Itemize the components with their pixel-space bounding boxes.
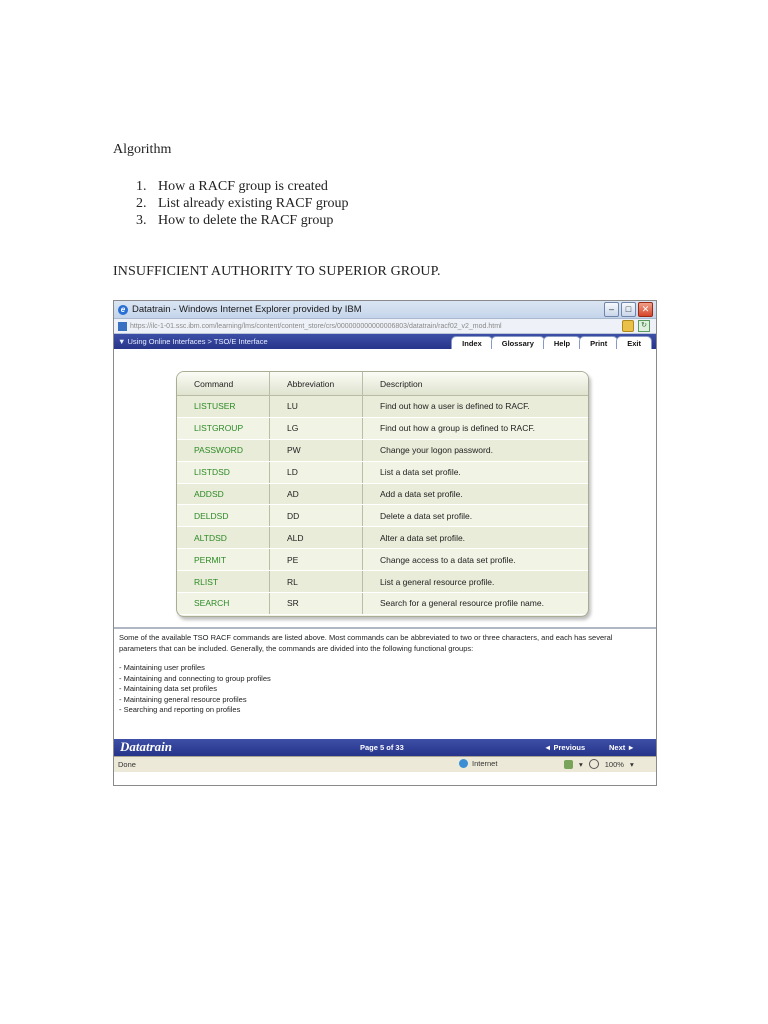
abbreviation-cell: LG	[270, 418, 363, 439]
command-cell: RLIST	[177, 571, 270, 592]
table-row	[177, 505, 588, 527]
browser-screenshot	[113, 300, 657, 786]
table-row	[177, 484, 588, 506]
tab-exit[interactable]: Exit	[616, 336, 652, 349]
abbreviation-cell: PE	[270, 549, 363, 570]
datatrain-logo: Datatrain	[120, 739, 173, 754]
command-cell: PASSWORD	[177, 440, 270, 461]
table-row	[177, 418, 588, 440]
dropdown-arrow-icon[interactable]: ▾	[579, 759, 583, 769]
refresh-icon[interactable]: ↻	[638, 320, 650, 332]
list-item: - Maintaining user profiles	[119, 663, 205, 672]
address-bar[interactable]	[114, 319, 656, 334]
close-icon[interactable]: ✕	[638, 302, 653, 317]
list-item: - Maintaining and connecting to group profiles	[119, 673, 271, 683]
tab-index[interactable]: Index	[451, 336, 493, 349]
status-text: Done	[118, 760, 136, 769]
list-item: 3. How to delete the RACF group	[136, 213, 334, 228]
abbreviation-cell: LD	[270, 462, 363, 483]
window-titlebar	[114, 301, 656, 319]
globe-icon	[459, 759, 468, 768]
window-title: Datatrain - Windows Internet Explorer provided by IBM	[132, 304, 362, 315]
abbreviation-cell: PW	[270, 440, 363, 461]
description-cell: Delete a data set profile.	[380, 510, 473, 521]
description-cell: Find out how a user is defined to RACF.	[380, 401, 530, 412]
page-icon	[118, 322, 127, 331]
zoom-level[interactable]: 100%	[604, 759, 624, 769]
list-item: - Searching and reporting on profiles	[119, 705, 241, 714]
list-item: - Maintaining data set profiles	[119, 684, 217, 693]
intro-text: Some of the available TSO RACF commands are listed above. Most commands can be abbreviated to two or three characters, and each has several parameters that can be included. Generally, the commands are divided into the following functional groups:	[119, 633, 613, 653]
description-cell: Add a data set profile.	[380, 489, 463, 499]
list-item: 2. List already existing RACF group	[136, 196, 349, 211]
command-cell: ALTDSD	[177, 527, 270, 548]
command-cell: DELDSD	[177, 505, 270, 526]
minimize-icon[interactable]: –	[604, 302, 619, 317]
description-cell: List a general resource profile.	[380, 576, 495, 587]
table-row	[177, 462, 588, 484]
command-cell: LISTUSER	[177, 396, 270, 417]
column-header-abbreviation: Abbreviation	[270, 372, 363, 395]
description-cell: Change access to a data set profile.	[380, 554, 516, 565]
description-cell: Search for a general resource profile name.	[380, 598, 544, 609]
list-item: 1. How a RACF group is created	[136, 179, 328, 194]
status-bar	[114, 756, 656, 772]
text-panel	[114, 627, 656, 739]
abbreviation-cell: DD	[270, 505, 363, 526]
column-header-command: Command	[177, 372, 270, 395]
address-url[interactable]: https://ilc-1-01.ssc.ibm.com/learning/lms/content/content_store/crs/000000000000006803/datatrain/racf02_v2_mod.html	[130, 322, 502, 330]
abbreviation-cell: LU	[270, 396, 363, 417]
lock-icon[interactable]	[622, 320, 634, 332]
security-zone[interactable]	[459, 759, 497, 768]
table-row	[177, 440, 588, 462]
tab-print[interactable]: Print	[579, 336, 618, 349]
course-navbar	[114, 334, 656, 349]
table-header	[177, 372, 588, 396]
tab-glossary[interactable]: Glossary	[491, 336, 545, 349]
table-row	[177, 549, 588, 571]
breadcrumb[interactable]: ▼ Using Online Interfaces > TSO/E Interface	[118, 337, 268, 346]
description-cell: List a data set profile.	[380, 467, 461, 478]
table-row	[177, 593, 588, 615]
dropdown-arrow-icon[interactable]: ▾	[629, 759, 634, 769]
tab-help[interactable]: Help	[543, 336, 581, 349]
description-cell: Alter a data set profile.	[380, 532, 466, 543]
command-cell: PERMIT	[177, 549, 270, 570]
zone-label: Internet	[472, 759, 498, 768]
abbreviation-cell: SR	[270, 593, 363, 614]
next-button[interactable]: Next ►	[609, 743, 635, 752]
content-area	[114, 349, 656, 627]
algorithm-list	[136, 178, 349, 229]
previous-button[interactable]: ◄ Previous	[544, 743, 586, 752]
maximize-icon[interactable]: □	[621, 302, 636, 317]
command-table	[176, 371, 589, 617]
table-body	[177, 396, 588, 615]
zoom-icon	[589, 759, 599, 769]
abbreviation-cell: ALD	[270, 527, 363, 548]
description-cell: Change your logon password.	[380, 445, 493, 456]
command-cell: LISTDSD	[177, 462, 270, 483]
abbreviation-cell: AD	[270, 484, 363, 505]
protected-mode-icon	[564, 760, 573, 769]
page-indicator: Page 5 of 33	[360, 743, 404, 752]
command-cell: LISTGROUP	[177, 418, 270, 439]
table-row	[177, 527, 588, 549]
ie-logo-icon: e	[118, 305, 128, 315]
doc-heading: Algorithm	[113, 142, 172, 157]
table-row	[177, 396, 588, 418]
command-cell: SEARCH	[177, 593, 270, 614]
abbreviation-cell: RL	[270, 571, 363, 592]
table-row	[177, 571, 588, 593]
column-header-description: Description	[380, 378, 423, 389]
zoom-control[interactable]	[564, 759, 634, 769]
command-cell: ADDSD	[177, 484, 270, 505]
description-cell: Find out how a group is defined to RACF.	[380, 423, 535, 434]
doc-subheading: INSUFFICIENT AUTHORITY TO SUPERIOR GROUP.	[113, 264, 441, 279]
functional-groups-list	[119, 663, 651, 716]
course-footer	[114, 739, 656, 756]
list-item: - Maintaining general resource profiles	[119, 694, 247, 704]
